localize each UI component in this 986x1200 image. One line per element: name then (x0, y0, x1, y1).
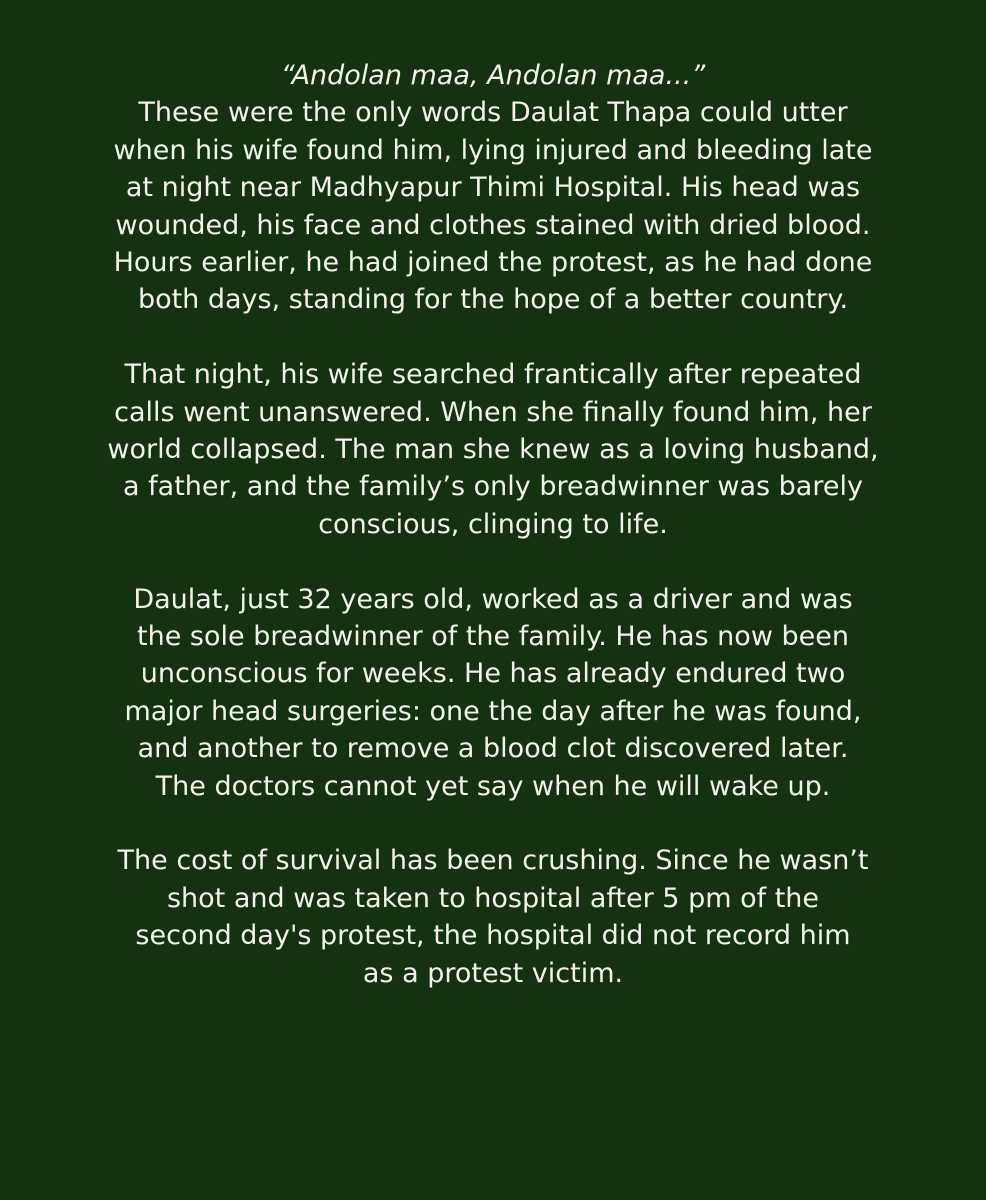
text-line: a father, and the family’s only breadwinner was barely (123, 471, 863, 503)
opening-quote: “Andolan maa, Andolan maa...” (280, 60, 706, 91)
text-line: That night, his wife searched frantically after repeated (124, 359, 862, 391)
text-line: shot and was taken to hospital after 5 pm of the (166, 882, 820, 914)
paragraph-1 (0, 57, 986, 319)
text-line: conscious, clinging to life. (318, 508, 668, 540)
paragraph-2 (0, 356, 986, 543)
text-line: These were the only words Daulat Thapa could utter (138, 97, 848, 129)
text-line: unconscious for weeks. He has already endured two (140, 658, 846, 690)
text-line: Hours earlier, he had joined the protest, as he had done (113, 247, 873, 279)
text-line: both days, standing for the hope of a better country. (137, 284, 849, 316)
text-line: The cost of survival has been crushing. Since he wasn’t (117, 845, 869, 877)
paragraph-4 (0, 842, 986, 992)
text-line: and another to remove a blood clot discovered later. (137, 733, 849, 765)
text-line: when his wife found him, lying injured and bleeding late (113, 134, 873, 166)
text-line: major head surgeries: one the day after he was found, (124, 695, 862, 727)
text-line: calls went unanswered. When she finally found him, her (114, 396, 872, 428)
text-line: Daulat, just 32 years old, worked as a driver and was (133, 583, 853, 615)
text-line: the sole breadwinner of the family. He has now been (137, 621, 849, 653)
text-line: as a protest victim. (362, 957, 624, 989)
text-line: at night near Madhyapur Thimi Hospital. His head was (125, 172, 861, 204)
text-line: world collapsed. The man she knew as a loving husband, (107, 434, 879, 466)
text-line: wounded, his face and clothes stained with dried blood. (115, 209, 871, 241)
paragraph-3 (0, 581, 986, 805)
text-line: second day's protest, the hospital did not record him (135, 920, 851, 952)
text-line: The doctors cannot yet say when he will wake up. (155, 770, 831, 802)
